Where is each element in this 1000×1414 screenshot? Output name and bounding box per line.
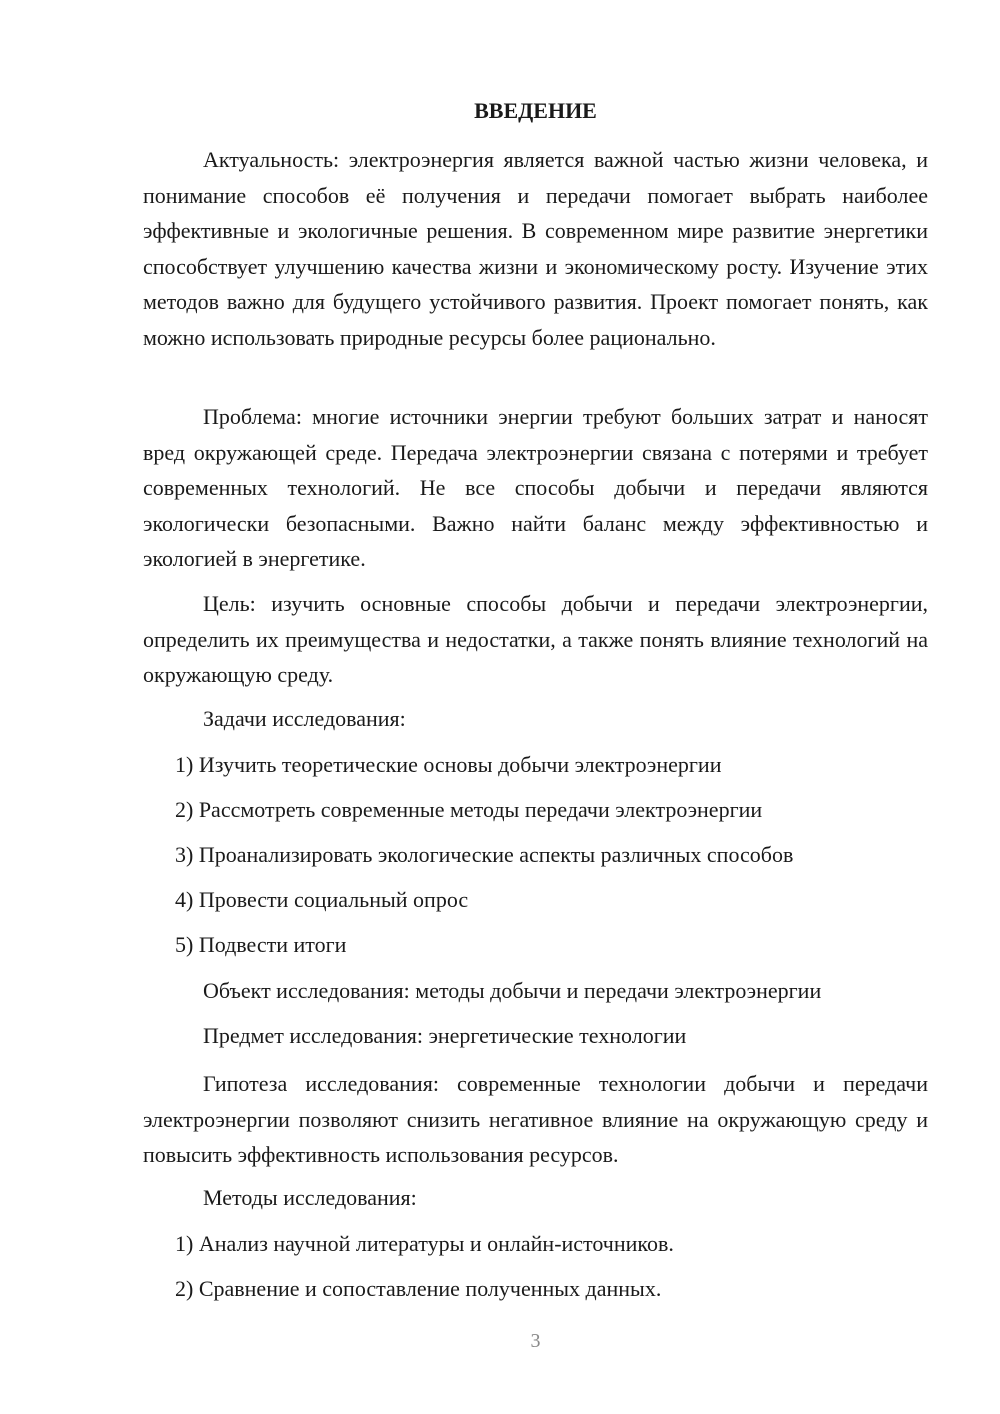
document-page <box>143 0 928 1414</box>
task-item: 2) Рассмотреть современные методы передачи электроэнергии <box>175 797 763 822</box>
relevance-paragraph: Актуальность: электроэнергия является важной частью жизни человека, и понимание способов её получения и передачи помогает выбрать наиболее эффективные и экологичные решения. В современном мире развитие энергетики способствует улучшению качества жизни и экономическому росту. Изучение этих методов важно для будущего устойчивого развития. Проект помогает понять, как можно использовать природные ресурсы более рационально. <box>143 147 928 350</box>
problem-paragraph: Проблема: многие источники энергии требуют больших затрат и наносят вред окружающей среде. Передача электроэнергии связана с потерями и требует современных технологий. Не все способы добычи и передачи являются экологически безопасными. Важно найти баланс между эффективностью и экологией в энергетике. <box>143 404 928 571</box>
methods-heading: Методы исследования: <box>203 1185 417 1210</box>
research-object: Объект исследования: методы добычи и передачи электроэнергии <box>203 978 822 1003</box>
task-item: 3) Проанализировать экологические аспекты различных способов <box>175 842 794 867</box>
research-subject: Предмет исследования: энергетические технологии <box>203 1023 687 1048</box>
page-number: 3 <box>530 1330 541 1352</box>
goal-paragraph: Цель: изучить основные способы добычи и передачи электроэнергии, определить их преимущества и недостатки, а также понять влияние технологий на окружающую среду. <box>143 591 928 687</box>
task-item: 4) Провести социальный опрос <box>175 887 469 912</box>
page-title: ВВЕДЕНИЕ <box>474 98 597 123</box>
task-item: 1) Изучить теоретические основы добычи электроэнергии <box>175 752 722 777</box>
tasks-heading: Задачи исследования: <box>203 706 406 731</box>
task-item: 5) Подвести итоги <box>175 932 347 957</box>
hypothesis-paragraph: Гипотеза исследования: современные технологии добычи и передачи электроэнергии позволяют снизить негативное влияние на окружающую среду и повысить эффективность использования ресурсов. <box>143 1071 928 1167</box>
method-item: 2) Сравнение и сопоставление полученных данных. <box>175 1276 662 1301</box>
method-item: 1) Анализ научной литературы и онлайн-источников. <box>175 1231 674 1256</box>
